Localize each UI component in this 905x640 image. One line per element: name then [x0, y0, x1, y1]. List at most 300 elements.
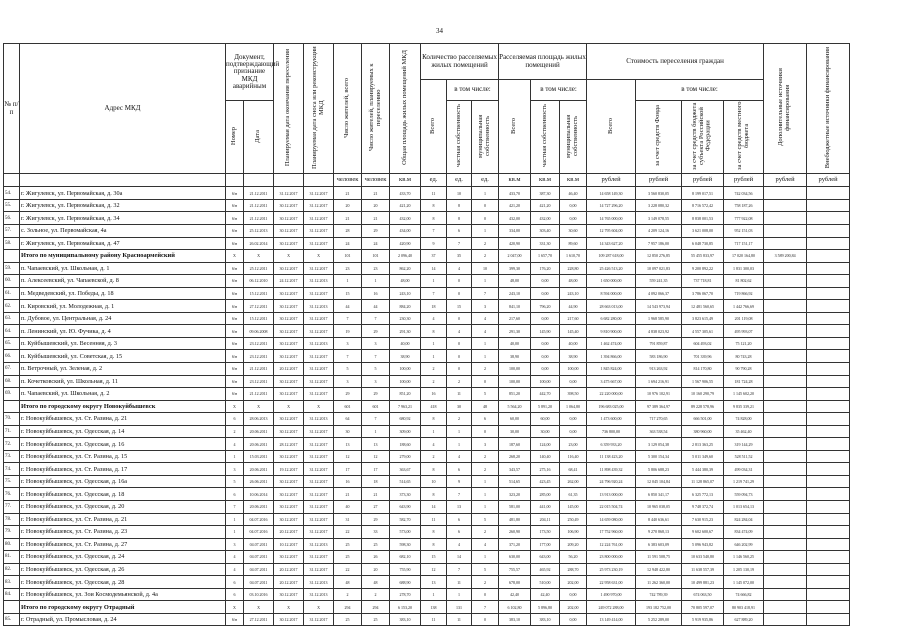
col-planned-end-header: Планируемая дата окончания переселения — [274, 44, 304, 174]
table-cell: 31.12.2017 — [304, 325, 334, 338]
table-cell: 3 129 054,38 — [636, 438, 682, 451]
table-cell: 101 — [362, 250, 390, 263]
table-row — [4, 350, 850, 363]
table-cell: 24.12.2017 — [274, 275, 304, 288]
table-cell: 2 — [421, 450, 447, 463]
table-cell: 21 — [362, 488, 390, 501]
table-cell: 20.06.2011 — [244, 438, 274, 451]
table-cell: 6 359 933,20 — [587, 438, 636, 451]
table-cell: 0,00 — [560, 212, 587, 225]
col-doc-date-header: Дата — [244, 101, 274, 174]
table-cell: 528 511,52 — [724, 450, 764, 463]
table-cell: 31.12.2017 — [304, 463, 334, 476]
table-cell — [764, 375, 807, 388]
table-cell: 204,11 — [531, 513, 560, 526]
table-cell: 3 621 008,00 — [682, 224, 724, 237]
table-cell: 601 — [334, 400, 362, 413]
table-cell: 8 — [421, 212, 447, 225]
table-cell — [764, 563, 807, 576]
table-cell — [807, 325, 850, 338]
table-cell: 82. — [4, 563, 20, 576]
table-cell: 30.12.2017 — [274, 450, 304, 463]
table-cell: 0,00 — [560, 413, 587, 426]
table-cell: 12 — [421, 563, 447, 576]
table-cell: 9 200 892,22 — [682, 262, 724, 275]
col-cost-total-header: Всего — [587, 80, 636, 174]
table-cell: п. Куйбышевский, ул. Весенняя, д. 3 — [20, 337, 226, 350]
table-cell: 294 — [334, 601, 362, 614]
table-cell: 884,20 — [390, 300, 421, 313]
table-cell: 30.12.2017 — [274, 425, 304, 438]
table-cell: 21.12.2011 — [244, 388, 274, 401]
table-cell — [4, 400, 20, 413]
table-cell: 3 560 830,05 — [636, 187, 682, 200]
table-cell: 4 — [421, 438, 447, 451]
table-cell: 145,40 — [560, 325, 587, 338]
col-planned-demolition-header: Планируемая дата сноса или реконструкции МКД — [304, 44, 334, 174]
table-cell: 243,10 — [560, 287, 587, 300]
table-cell: 755,90 — [390, 563, 421, 576]
table-cell: 23.12.2011 — [244, 337, 274, 350]
table-cell: 11 638 557,39 — [682, 563, 724, 576]
col-area-municipal-header: муниципальная собственность — [560, 101, 587, 174]
table-cell: 202,00 — [560, 601, 587, 614]
table-cell: 14 727 296,20 — [587, 199, 636, 212]
table-cell: 25 — [334, 551, 362, 564]
table-cell: 1 968 585,90 — [636, 312, 682, 325]
table-cell: 737 718,81 — [682, 275, 724, 288]
table-cell: 97 389 364,97 — [636, 400, 682, 413]
table-cell: 303,40 — [531, 224, 560, 237]
table-cell: 22 — [334, 563, 362, 576]
table-cell: 75. — [4, 475, 20, 488]
table-row — [4, 262, 850, 275]
table-cell: 80 743,28 — [724, 350, 764, 363]
table-cell: 31.12.2017 — [304, 187, 334, 200]
table-cell: 1 — [226, 526, 244, 539]
table-cell — [807, 576, 850, 589]
table-cell: 4 — [472, 325, 499, 338]
table-cell: 1 — [447, 425, 472, 438]
table-cell — [764, 325, 807, 338]
table-cell: 6/н — [226, 275, 244, 288]
table-cell: 40,00 — [560, 337, 587, 350]
table-cell: 27.12.2011 — [244, 300, 274, 313]
col-area-total-header: Всего — [499, 80, 531, 174]
table-cell: 5 806 688,23 — [636, 463, 682, 476]
col-count-total-header: Всего — [421, 80, 447, 174]
table-cell: 3 — [362, 375, 390, 388]
table-cell: 187,60 — [499, 438, 531, 451]
table-cell: 688,90 — [390, 576, 421, 589]
table-cell — [807, 388, 850, 401]
table-cell: 0 — [472, 375, 499, 388]
table-cell: 6/н — [226, 212, 244, 225]
table-cell: г. Новокуйбышевск, ул. Одесская, д. 26 — [20, 563, 226, 576]
col-residents-planned-header: Число жителей, планируемых к переселению — [362, 44, 390, 174]
table-cell: 6 153,20 — [390, 601, 421, 614]
table-cell: 38,90 — [560, 350, 587, 363]
table-cell: 559 094,73 — [724, 488, 764, 501]
table-cell: 598,30 — [390, 538, 421, 551]
table-cell: 20 — [362, 563, 390, 576]
table-cell: г. Новокуйбышевск, ул. Одесская, д. 16 — [20, 438, 226, 451]
table-cell — [807, 237, 850, 250]
table-cell: 5 444 380,39 — [682, 463, 724, 476]
table-cell: 7 — [362, 312, 390, 325]
table-cell: 7 — [421, 224, 447, 237]
table-cell: 6 048 730,85 — [682, 237, 724, 250]
table-cell: 55 455 833,97 — [682, 250, 724, 263]
table-row — [4, 475, 850, 488]
table-cell — [764, 337, 807, 350]
table-cell: 15 — [447, 300, 472, 313]
col-cost-region-header: за счет средств бюджета субъекта Российской Федерации — [682, 101, 724, 174]
table-cell: 309,00 — [390, 425, 421, 438]
table-cell: 16 — [334, 475, 362, 488]
table-cell: 11 262 360,00 — [636, 576, 682, 589]
table-cell — [764, 438, 807, 451]
table-cell: 31.12.2017 — [304, 363, 334, 376]
table-cell: 913 263,92 — [636, 363, 682, 376]
table-cell: 17 — [362, 463, 390, 476]
table-cell — [807, 262, 850, 275]
table-cell: 35 — [447, 250, 472, 263]
table-cell: 0,00 — [531, 363, 560, 376]
table-cell: 0,00 — [560, 425, 587, 438]
table-cell: 24 796 920,24 — [587, 475, 636, 488]
table-cell: 1 064,80 — [560, 400, 587, 413]
table-cell: Х — [274, 400, 304, 413]
table-cell: 38,90 — [390, 350, 421, 363]
table-cell: 1 — [447, 438, 472, 451]
table-cell — [764, 350, 807, 363]
table-row — [4, 413, 850, 426]
table-cell: п. Чапаевский, ул. Школьная, д. 2 — [20, 388, 226, 401]
table-cell: 5 896,80 — [531, 601, 560, 614]
table-cell: 89,60 — [560, 237, 587, 250]
table-cell: 31.12.2013 — [304, 538, 334, 551]
table-cell: 383,10 — [531, 613, 560, 626]
table-cell: 58. — [4, 237, 20, 250]
table-cell: 666 501,00 — [682, 413, 724, 426]
table-cell: 28.06.2013 — [244, 413, 274, 426]
table-cell: 420,90 — [499, 237, 531, 250]
table-cell: 54. — [4, 187, 20, 200]
table-cell: 13 149 414,00 — [587, 613, 636, 626]
table-cell: 8 838 001,53 — [682, 212, 724, 225]
table-cell: Х — [226, 250, 244, 263]
table-cell: 1 462 474,00 — [587, 337, 636, 350]
table-cell: 3 — [472, 300, 499, 313]
table-cell: 40,00 — [499, 337, 531, 350]
table-cell: 701 339,96 — [682, 350, 724, 363]
table-cell: 12 948 422,80 — [636, 563, 682, 576]
table-cell: 100,00 — [531, 375, 560, 388]
table-cell: 30.12.2017 — [274, 588, 304, 601]
table-cell: 66. — [4, 350, 20, 363]
table-cell: 1 013 654,13 — [724, 501, 764, 514]
table-cell: 106,90 — [560, 526, 587, 539]
table-cell: 334,00 — [499, 224, 531, 237]
table-cell: 1 610,70 — [560, 250, 587, 263]
table-cell: 22 958 631,00 — [587, 576, 636, 589]
table-cell: 0 — [472, 613, 499, 626]
table-cell: 573,00 — [390, 526, 421, 539]
table-cell: 7 — [362, 350, 390, 363]
table-cell: 8 — [447, 212, 472, 225]
table-cell: 841,10 — [499, 300, 531, 313]
table-cell: 2 813 363,25 — [682, 438, 724, 451]
table-cell: 26.02.2014 — [244, 237, 274, 250]
col-area-including-header: в том числе: — [531, 80, 587, 101]
table-cell: 24 — [334, 237, 362, 250]
table-cell: 2 — [447, 375, 472, 388]
table-cell: 14 658 149,30 — [587, 187, 636, 200]
table-cell: г. Новокуйбышевск, ул. Одесская, д. 28 — [20, 576, 226, 589]
table-cell: 1 — [421, 337, 447, 350]
col-count-group-header: Количество расселяемых жилых помещений — [421, 44, 499, 80]
table-cell: 67. — [4, 363, 20, 376]
table-cell: 31.12.2017 — [304, 199, 334, 212]
table-cell: 31.12.2013 — [304, 275, 334, 288]
table-cell: 758 187,26 — [724, 199, 764, 212]
table-cell — [4, 250, 20, 263]
table-cell: 31.12.2017 — [304, 551, 334, 564]
table-cell: 21.12.2011 — [244, 199, 274, 212]
table-cell: 31.12.2017 — [304, 488, 334, 501]
table-cell: 11 128 865,07 — [682, 475, 724, 488]
table-cell: 100,00 — [499, 363, 531, 376]
table-cell: 61,35 — [560, 488, 587, 501]
table-cell: 23.12.2011 — [244, 375, 274, 388]
table-cell: 12 — [362, 450, 390, 463]
col-cost-local-header: за счет средств местного бюджета — [724, 101, 764, 174]
table-cell: 0,00 — [560, 613, 587, 626]
table-cell: 202,00 — [560, 576, 587, 589]
table-cell: 11 591 508,75 — [636, 551, 682, 564]
table-cell: 30.12.2017 — [274, 388, 304, 401]
table-cell: 4 209 124,16 — [636, 224, 682, 237]
table-cell: 60,00 — [499, 413, 531, 426]
table-cell: 834 474,09 — [724, 526, 764, 539]
table-cell: 13 — [421, 576, 447, 589]
table-cell: 21.12.2011 — [244, 187, 274, 200]
table-cell: п. Ленинский, ул. Ю. Фучика, д. 4 — [20, 325, 226, 338]
table-cell: Х — [226, 601, 244, 614]
table-cell: 2 — [421, 363, 447, 376]
table-cell: 1 394 866,00 — [587, 350, 636, 363]
table-cell: 4 838 023,92 — [636, 325, 682, 338]
table-cell: 1 205 130,19 — [724, 563, 764, 576]
table-cell: 2 — [472, 450, 499, 463]
table-cell: 7 — [472, 287, 499, 300]
table-cell — [764, 237, 807, 250]
table-cell: 10 965 038,05 — [636, 501, 682, 514]
table-cell: 434,00 — [390, 224, 421, 237]
table-cell: 116,40 — [560, 450, 587, 463]
table-cell: 8 — [421, 463, 447, 476]
table-cell — [764, 475, 807, 488]
table-cell: 279,00 — [390, 450, 421, 463]
table-cell: 6 — [226, 576, 244, 589]
table-row — [4, 588, 850, 601]
table-cell: 1 845 824,00 — [587, 363, 636, 376]
table-cell: 7 963,21 — [390, 400, 421, 413]
table-cell: 243,10 — [390, 287, 421, 300]
table-cell: 11 — [421, 187, 447, 200]
table-cell: 28 663 013,00 — [587, 300, 636, 313]
table-cell — [807, 538, 850, 551]
table-cell: 29 — [334, 388, 362, 401]
table-cell — [764, 363, 807, 376]
table-cell: 13 — [362, 438, 390, 451]
table-cell: 5 — [472, 563, 499, 576]
table-cell: 1 — [472, 350, 499, 363]
table-cell: 37 — [421, 250, 447, 263]
table-cell — [764, 400, 807, 413]
table-cell: 31.12.2017 — [304, 350, 334, 363]
table-cell: 65. — [4, 337, 20, 350]
table-cell: 15 — [421, 551, 447, 564]
table-cell: 6 850 341,17 — [636, 488, 682, 501]
table-cell: 583 186,90 — [636, 350, 682, 363]
table-cell: 2 — [226, 425, 244, 438]
table-cell: 6 383 603,09 — [636, 538, 682, 551]
table-cell — [764, 388, 807, 401]
table-cell — [764, 613, 807, 626]
table-cell: 31.12.2013 — [304, 576, 334, 589]
table-cell: 7 — [447, 563, 472, 576]
table-cell: 288,70 — [560, 563, 587, 576]
table-cell: 30.12.2017 — [274, 237, 304, 250]
table-cell: 6 — [447, 513, 472, 526]
table-cell: 6/н — [226, 237, 244, 250]
table-cell: 26 — [362, 551, 390, 564]
table-cell: 177,00 — [531, 538, 560, 551]
table-cell: 81 802,62 — [724, 275, 764, 288]
table-cell: Х — [304, 250, 334, 263]
col-cost-fund-header: за счет средств Фонда — [636, 101, 682, 174]
table-cell: 21.12.2011 — [244, 363, 274, 376]
table-cell — [807, 501, 850, 514]
table-cell: 31.12.2017 — [304, 312, 334, 325]
table-cell: 559 241,35 — [636, 275, 682, 288]
table-cell — [807, 300, 850, 313]
col-count-municipal-header: муниципальная собственность — [472, 101, 499, 174]
col-area-private-header: частная собственность — [531, 101, 560, 174]
table-cell: 1 — [334, 275, 362, 288]
table-cell: 173,50 — [531, 526, 560, 539]
table-cell: 7 — [362, 413, 390, 426]
table-cell: Х — [304, 601, 334, 614]
table-cell: 465,92 — [531, 563, 560, 576]
table-cell: 31.12.2013 — [304, 588, 334, 601]
table-cell: 0 — [472, 199, 499, 212]
table-cell: 2 096,40 — [390, 250, 421, 263]
table-cell — [807, 337, 850, 350]
table-cell: 5 — [472, 388, 499, 401]
table-cell: 15.03.2011 — [244, 450, 274, 463]
table-cell: 4 — [447, 450, 472, 463]
table-cell: 21 — [334, 187, 362, 200]
table-cell: 80. — [4, 538, 20, 551]
table-cell: 69. — [4, 388, 20, 401]
table-cell: 3 149 078,55 — [636, 212, 682, 225]
table-cell: п. Медведевский, ул. Победы, д. 18 — [20, 287, 226, 300]
table-cell: 6/н — [226, 187, 244, 200]
table-cell: 30.12.2017 — [274, 300, 304, 313]
table-cell: 124,00 — [531, 438, 560, 451]
table-total-row — [4, 250, 850, 263]
table-cell: 1 145 072,00 — [724, 576, 764, 589]
table-cell: 25 973 230,19 — [587, 563, 636, 576]
unit-cell: кв.м — [531, 174, 560, 187]
table-cell: 10 097 021,83 — [636, 262, 682, 275]
table-cell: г. Новокуйбышевск, ул. Одесская, д. 20 — [20, 501, 226, 514]
table-cell: 30.12.2017 — [274, 501, 304, 514]
page-number: 34 — [436, 27, 443, 35]
unit-cell: ед. — [421, 174, 447, 187]
table-cell: 28.12.2017 — [274, 438, 304, 451]
table-cell: 74 828,00 — [724, 413, 764, 426]
table-row — [4, 212, 850, 225]
table-cell: 1 — [226, 450, 244, 463]
table-cell: 2 — [447, 413, 472, 426]
table-cell: 14 543 973,94 — [636, 300, 682, 313]
table-cell: 9 270 868,13 — [636, 526, 682, 539]
table-cell: 420,90 — [390, 237, 421, 250]
table-cell: 6 — [226, 488, 244, 501]
table-cell: 824 284,04 — [724, 513, 764, 526]
table-cell: 30.12.2017 — [274, 287, 304, 300]
table-cell: г. Жигулевск, ул. Первомайская, д. 47 — [20, 237, 226, 250]
col-cost-including-header: в том числе: — [636, 80, 764, 101]
table-cell: 1 — [362, 275, 390, 288]
table-cell: 510,00 — [531, 576, 560, 589]
table-total-row — [4, 400, 850, 413]
table-cell: 8 — [421, 199, 447, 212]
table-cell: 04.07.2016 — [244, 513, 274, 526]
table-cell: 04.07.2016 — [244, 526, 274, 539]
table-cell: 5 300 154,34 — [636, 450, 682, 463]
table-cell: 421,20 — [390, 199, 421, 212]
table-cell — [807, 450, 850, 463]
table-cell: 7 — [447, 488, 472, 501]
table-cell: 3 — [334, 337, 362, 350]
table-cell: 1 146 560,25 — [724, 551, 764, 564]
table-cell: 31.12.2017 — [304, 526, 334, 539]
table-cell: 89 228 578,96 — [682, 400, 724, 413]
table-cell: 285,00 — [531, 488, 560, 501]
table-cell — [807, 588, 850, 601]
table-cell: 31.12.2017 — [304, 438, 334, 451]
table-body — [4, 187, 850, 626]
table-cell — [807, 551, 850, 564]
table-cell: 2 047,00 — [499, 250, 531, 263]
table-cell: 72. — [4, 438, 20, 451]
table-cell: 719 866,92 — [724, 287, 764, 300]
table-cell: Х — [244, 601, 274, 614]
col-offbudget-sources-header: Внебюджетные источники финансирования — [807, 44, 850, 174]
table-cell: 11 — [421, 513, 447, 526]
table-cell: 31.12.2017 — [304, 224, 334, 237]
table-cell: 2 — [472, 576, 499, 589]
table-cell: 10 633 540,80 — [682, 551, 724, 564]
table-cell: 243,10 — [499, 287, 531, 300]
table-cell: 75 121,20 — [724, 337, 764, 350]
table-cell: 0,00 — [531, 287, 560, 300]
